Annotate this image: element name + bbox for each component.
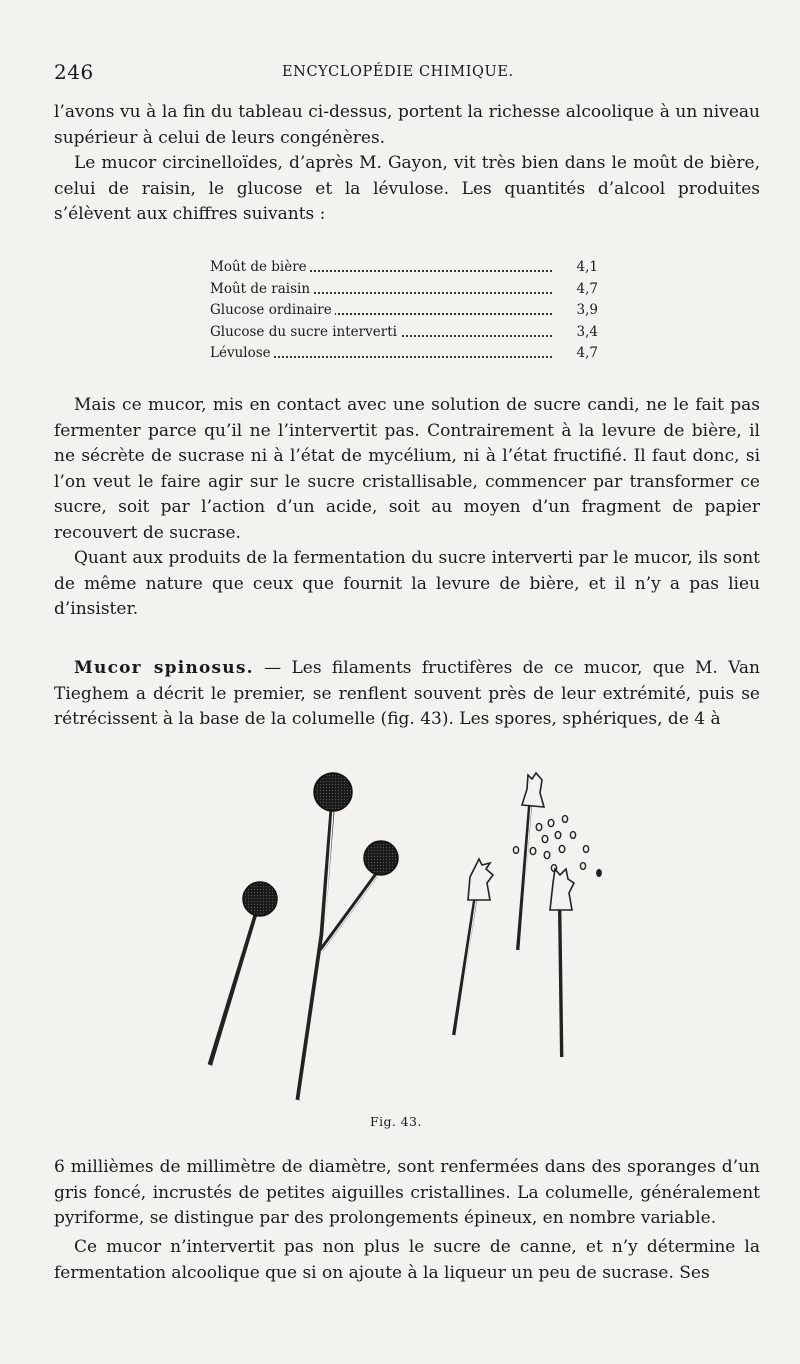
table-row-label: Lévulose	[210, 345, 274, 361]
columella-filament-2	[518, 773, 544, 950]
table-row-label: Moût de bière	[210, 259, 310, 275]
table-row-value: 4,7	[573, 343, 598, 365]
alcohol-yield-table	[210, 257, 600, 365]
paragraph-5	[54, 656, 760, 733]
mucor-illustration	[190, 765, 620, 1110]
table-row-value: 3,9	[573, 300, 598, 322]
paragraph-7: Ce mucor n’intervertit pas non plus le sucre de canne, et n’y détermine la fermentation alcoolique que si on ajoute à la liqueur un peu de sucrase. Ses	[54, 1237, 760, 1283]
figure-caption: Fig. 43.	[370, 1114, 422, 1129]
table-row	[210, 322, 600, 344]
paragraph-4: Quant aux produits de la fermentation du sucre interverti par le mucor, ils sont de même nature que ceux que fournit la levure de bière, et il n’y a pas lieu d’insister.	[54, 548, 760, 619]
paragraph-5-text: — Les filaments fructifères de ce mucor, que M. Van Tieghem a décrit le premier, se renflent souvent près de leur extrémité, puis se rétrécissent à la base de la columelle (fig. 43). Les spores, sphériques, de 4 à	[54, 658, 760, 729]
sporangium-filament-branched	[298, 773, 398, 1100]
sporangium-filament-left	[210, 882, 277, 1065]
page-header	[54, 58, 754, 88]
table-row	[210, 300, 600, 322]
table-row-value: 4,7	[573, 279, 598, 301]
table-row	[210, 279, 600, 301]
table-row-label: Glucose du sucre interverti	[210, 324, 400, 340]
table-row	[210, 343, 600, 365]
columella-filament-3	[550, 869, 574, 1057]
running-head: ENCYCLOPÉDIE CHIMIQUE.	[282, 64, 514, 80]
table-row	[210, 257, 600, 279]
table-row-value: 4,1	[573, 257, 598, 279]
species-heading: Mucor spinosus.	[74, 658, 254, 678]
paragraph-3: Mais ce mucor, mis en contact avec une solution de sucre candi, ne le fait pas fermenter parce qu’il ne l’intervertit pas. Contrairement à la levure de bière, il ne sécrète de sucrase ni à l’état de mycélium, ni à l’état fructifié. Il faut donc, si l’on veut le faire agir sur le sucre cristallisable, commencer par transformer ce sucre, soit par l’action d’un acide, soit au moyen d’un fragment de papier recouvert de sucrase.	[54, 395, 760, 543]
columella-filament-1	[454, 859, 493, 1035]
table-row-label: Moût de raisin	[210, 281, 313, 297]
paragraph-2: Le mucor circinelloïdes, d’après M. Gayon, vit très bien dans le moût de bière, celui de raisin, le glucose et la lévulose. Les quantités d’alcool produites s’élèvent aux chiffres suivants :	[54, 153, 760, 224]
paragraph-6: 6 millièmes de millimètre de diamètre, sont renfermées dans des sporanges d’un gris foncé, incrustés de petites aiguilles cristallines. La columelle, généralement pyriforme, se distingue par des prolongements épineux, en nombre variable.	[54, 1157, 760, 1228]
table-row-label: Glucose ordinaire	[210, 302, 335, 318]
table-row-value: 3,4	[573, 322, 598, 344]
paragraph-1: l’avons vu à la fin du tableau ci-dessus, portent la richesse alcoolique à un niveau supérieur à celui de leurs congénères.	[54, 102, 760, 148]
page-number: 246	[54, 60, 94, 84]
